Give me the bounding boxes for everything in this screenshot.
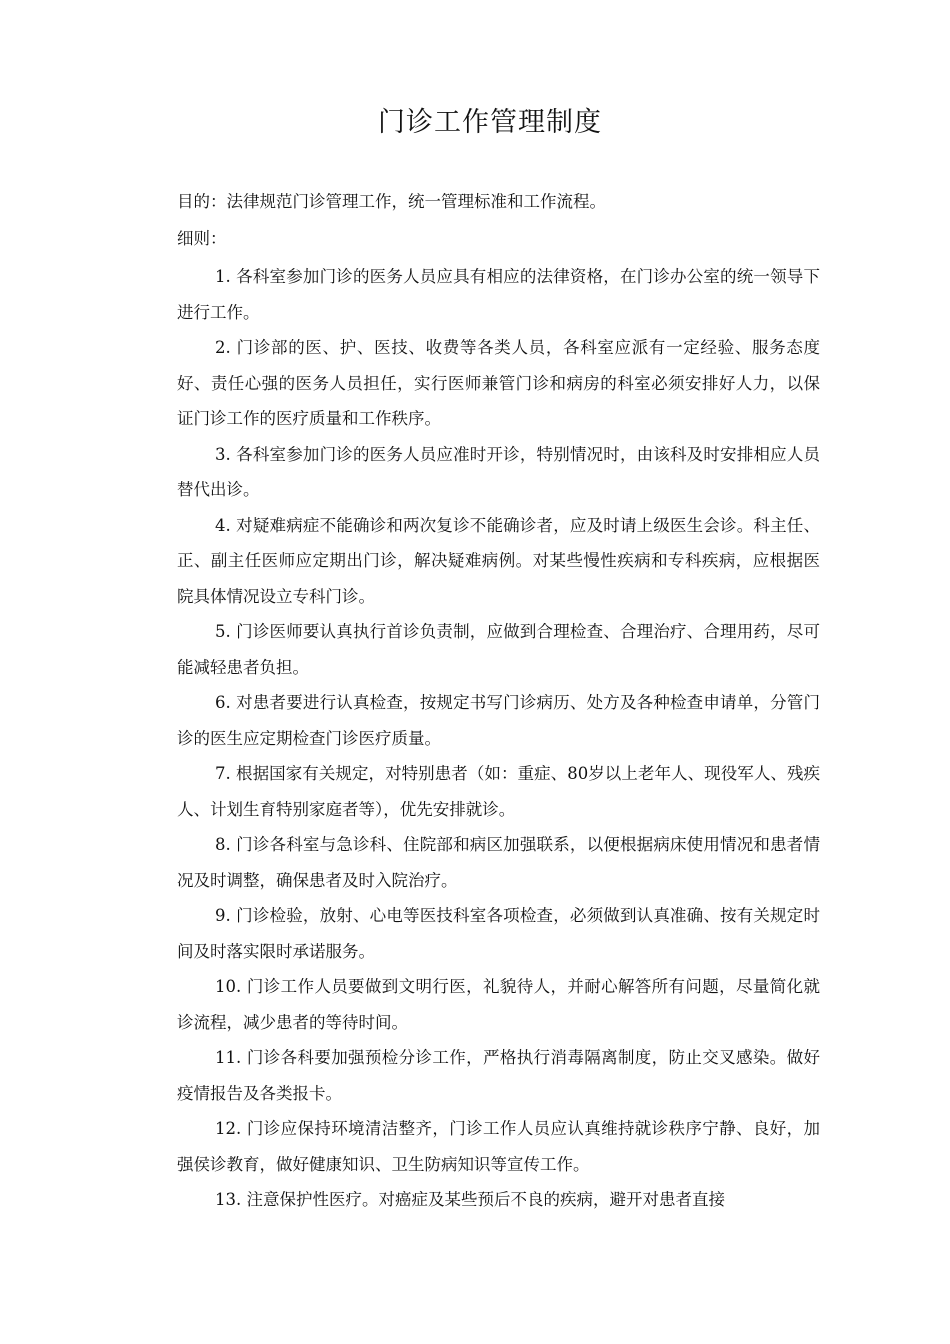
rule-item-13: 13. 注意保护性医疗。对癌症及某些预后不良的疾病，避开对患者直接: [215, 1190, 725, 1209]
purpose-paragraph: 目的：法律规范门诊管理工作，统一管理标准和工作流程。: [177, 192, 606, 211]
document-title: 门诊工作管理制度: [378, 107, 602, 138]
rules-heading: 细则：: [177, 229, 227, 248]
rule-item-9: 9. 门诊检验，放射、心电等医技科室各项检查，必须做到认真准确、按有关规定时间及时落实限时承诺服务。: [177, 906, 820, 961]
rule-item-3: 3. 各科室参加门诊的医务人员应准时开诊，特别情况时，由该科及时安排相应人员替代出诊。: [177, 444, 820, 499]
rule-item-1: 1. 各科室参加门诊的医务人员应具有相应的法律资格，在门诊办公室的统一领导下进行工作。: [177, 267, 820, 322]
rule-item-2: 2. 门诊部的医、护、医技、收费等各类人员，各科室应派有一定经验、服务态度好、责任心强的医务人员担任，实行医师兼管门诊和病房的科室必须安排好人力，以保证门诊工作的医疗质量和工作秩序。: [177, 338, 820, 428]
rule-item-4: 4. 对疑难病症不能确诊和两次复诊不能确诊者，应及时请上级医生会诊。科主任、正、副主任医师应定期出门诊，解决疑难病例。对某些慢性疾病和专科疾病，应根据医院具体情况设立专科门诊。: [177, 515, 820, 606]
rule-item-5: 5. 门诊医师要认真执行首诊负责制，应做到合理检查、合理治疗、合理用药，尽可能减轻患者负担。: [177, 622, 820, 677]
rule-item-10: 10. 门诊工作人员要做到文明行医，礼貌待人，并耐心解答所有问题，尽量简化就诊流程，减少患者的等待时间。: [177, 977, 820, 1032]
rule-item-12: 12. 门诊应保持环境清洁整齐，门诊工作人员应认真维持就诊秩序宁静、良好，加强侯诊教育，做好健康知识、卫生防病知识等宣传工作。: [177, 1119, 820, 1174]
rule-item-7: 7. 根据国家有关规定，对特别患者（如：重症、80岁以上老年人、现役军人、残疾人、计划生育特别家庭者等），优先安排就诊。: [177, 764, 820, 819]
rule-item-11: 11. 门诊各科要加强预检分诊工作，严格执行消毒隔离制度，防止交叉感染。做好疫情报告及各类报卡。: [177, 1048, 820, 1103]
rules-list: [177, 259, 820, 1218]
rule-item-6: 6. 对患者要进行认真检查，按规定书写门诊病历、处方及各种检查申请单，分管门诊的医生应定期检查门诊医疗质量。: [177, 693, 820, 748]
rule-item-8: 8. 门诊各科室与急诊科、住院部和病区加强联系，以便根据病床使用情况和患者情况及时调整，确保患者及时入院治疗。: [177, 835, 820, 890]
